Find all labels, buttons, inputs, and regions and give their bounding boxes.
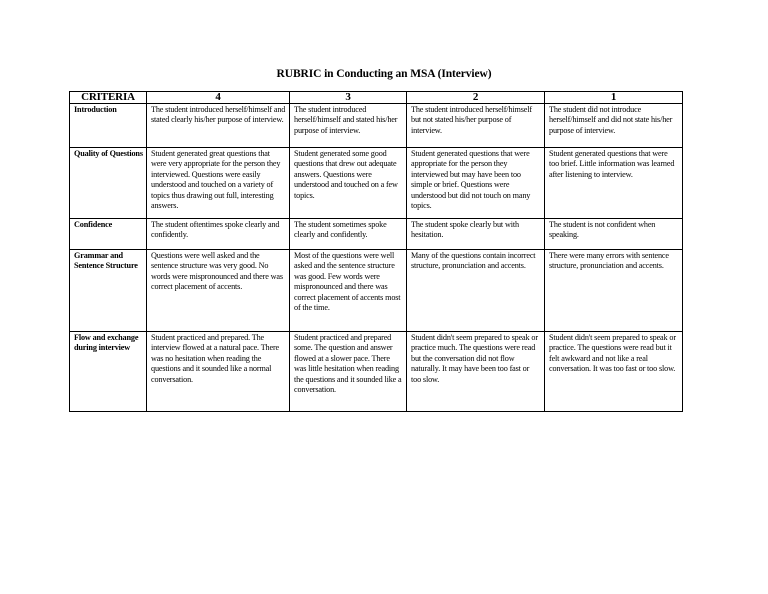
descriptor-cell: The student introduced herself/himself and stated clearly his/her purpose of interview.	[147, 104, 290, 148]
descriptor-cell: Many of the questions contain incorrect structure, pronunciation and accents.	[407, 250, 545, 332]
table-row	[70, 332, 683, 412]
descriptor-cell: The student spoke clearly but with hesitation.	[407, 219, 545, 250]
criterion-cell: Flow and exchange during interview	[70, 332, 147, 412]
descriptor-cell: Student generated questions that were appropriate for the person they interviewed but may have been too simple or brief. Questions were understood but did not touch on many topics.	[407, 148, 545, 219]
table-row	[70, 250, 683, 332]
descriptor-cell: Student generated questions that were too brief. Little information was learned after listening to interview.	[545, 148, 683, 219]
descriptor-cell: Student generated some good questions that drew out adequate answers. Questions were understood and touched on a few topics.	[290, 148, 407, 219]
descriptor-cell: The student introduced herself/himself but not stated his/her purpose of interview.	[407, 104, 545, 148]
table-row	[70, 104, 683, 148]
header-score-4: 4	[147, 92, 290, 104]
page-title: RUBRIC in Conducting an MSA (Interview)	[276, 68, 492, 80]
criterion-cell: Quality of Questions	[70, 148, 147, 219]
criterion-cell: Confidence	[70, 219, 147, 250]
rubric-table	[69, 91, 683, 412]
descriptor-cell: There were many errors with sentence structure, pronunciation and accents.	[545, 250, 683, 332]
descriptor-cell: The student sometimes spoke clearly and confidently.	[290, 219, 407, 250]
descriptor-cell: Most of the questions were well asked and the sentence structure was good. Few words were mispronounced and there was correct placement of accents most of the time.	[290, 250, 407, 332]
descriptor-cell: Student didn't seem prepared to speak or practice much. The questions were read but the conversation did not flow naturally. It may have been too fast or too slow.	[407, 332, 545, 412]
criterion-cell: Grammar and Sentence Structure	[70, 250, 147, 332]
descriptor-cell: Student practiced and prepared some. The question and answer flowed at a slower pace. There was little hesitation when reading the questions and it sounded like a conversation.	[290, 332, 407, 412]
descriptor-cell: Student practiced and prepared. The interview flowed at a natural pace. There was no hesitation when reading the questions and it sounded like a normal conversation.	[147, 332, 290, 412]
descriptor-cell: The student did not introduce herself/himself and did not state his/her purpose of interview.	[545, 104, 683, 148]
table-row	[70, 219, 683, 250]
descriptor-cell: The student oftentimes spoke clearly and confidently.	[147, 219, 290, 250]
header-score-1: 1	[545, 92, 683, 104]
descriptor-cell: The student is not confident when speaking.	[545, 219, 683, 250]
header-row	[70, 92, 683, 104]
header-score-2: 2	[407, 92, 545, 104]
descriptor-cell: The student introduced herself/himself and stated his/her purpose of interview.	[290, 104, 407, 148]
header-criteria: CRITERIA	[70, 92, 147, 104]
descriptor-cell: Questions were well asked and the sentence structure was very good. No words were mispronounced and there was correct placement of accents.	[147, 250, 290, 332]
header-score-3: 3	[290, 92, 407, 104]
descriptor-cell: Student didn't seem prepared to speak or practice. The questions were read but it felt awkward and not like a real conversation. It was too fast or too slow.	[545, 332, 683, 412]
descriptor-cell: Student generated great questions that were very appropriate for the person they interviewed. Questions were easily understood and touched on a variety of topics thus drawing out full, interesting answers.	[147, 148, 290, 219]
table-row	[70, 148, 683, 219]
criterion-cell: Introduction	[70, 104, 147, 148]
